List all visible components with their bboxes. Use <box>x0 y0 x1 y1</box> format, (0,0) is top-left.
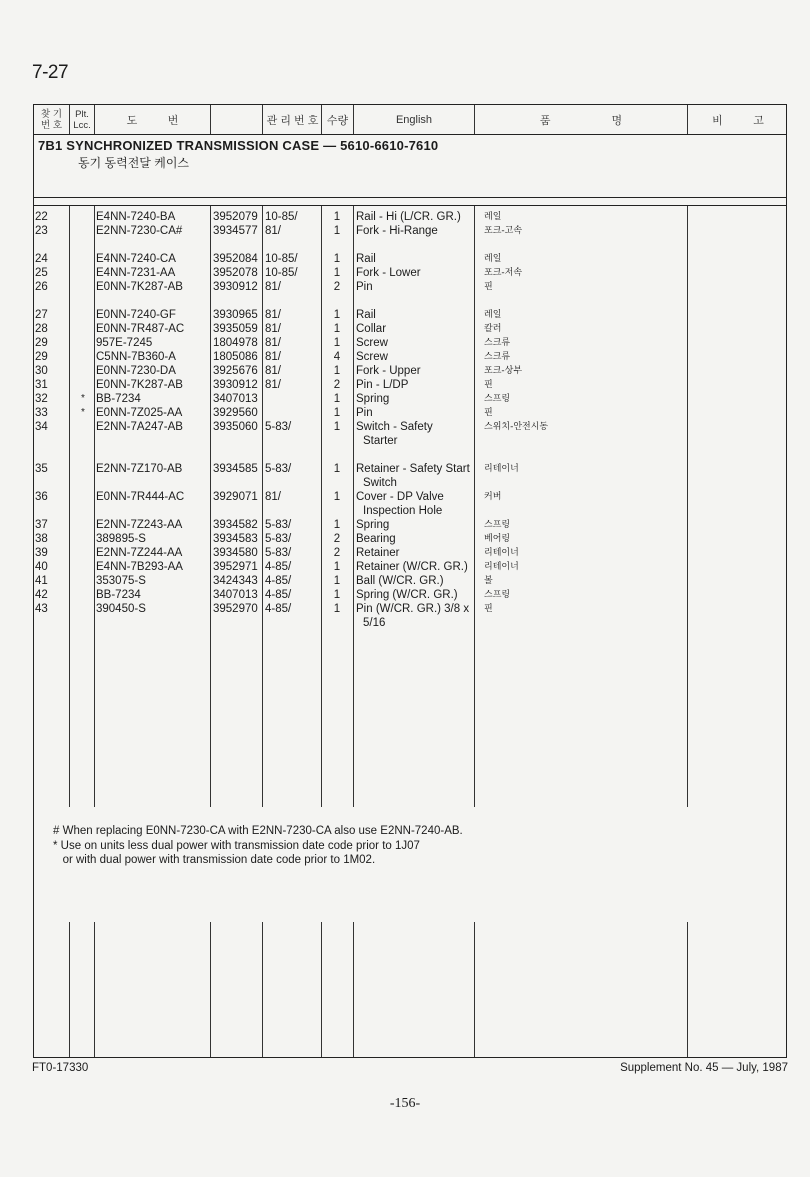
footnote: # When replacing E0NN-7230-CA with E2NN-7230-CA also use E2NN-7240-AB. <box>53 825 463 837</box>
cell-english: Fork - Lower <box>356 267 421 279</box>
page-number: -156- <box>389 1096 421 1111</box>
cell-no: 33 <box>35 407 48 419</box>
cell-date: 10-85/ <box>265 211 298 223</box>
cell-no: 31 <box>35 379 48 391</box>
cell-part: 389895-S <box>96 533 146 545</box>
cell-part: E0NN-7K287-AB <box>96 281 183 293</box>
cell-english: Switch - Safety <box>356 421 433 433</box>
cell-no: 37 <box>35 519 48 531</box>
cell-part: E2NN-7A247-AB <box>96 421 183 433</box>
cell-korean: 레일 <box>484 310 502 320</box>
cell-qty: 1 <box>333 309 341 321</box>
cell-date: 81/ <box>265 337 281 349</box>
cell-no: 29 <box>35 337 48 349</box>
cell-qty: 1 <box>333 365 341 377</box>
cell-english: Rail <box>356 309 376 321</box>
cell-korean: 스위치-안전시동 <box>484 422 549 432</box>
cell-korean: 리테이너 <box>484 562 519 572</box>
cell-part: E0NN-7R487-AC <box>96 323 185 335</box>
cell-korean: 베어링 <box>484 534 511 544</box>
cell-mgmt: 3952084 <box>213 253 258 265</box>
header-part-number: 도 번 <box>126 114 179 127</box>
cell-date: 5-83/ <box>265 533 292 545</box>
cell-part: E2NN-7Z243-AA <box>96 519 183 531</box>
cell-part: E0NN-7K287-AB <box>96 379 183 391</box>
cell-english-continued: Inspection Hole <box>363 505 443 517</box>
cell-part: E4NN-7B293-AA <box>96 561 183 573</box>
cell-part: 957E-7245 <box>96 337 153 349</box>
cell-part: E4NN-7240-CA <box>96 253 176 265</box>
section-page-number: 7-27 <box>32 62 69 83</box>
header-find-no: 찾 기 번 호 <box>41 108 62 131</box>
cell-qty: 1 <box>333 463 341 475</box>
cell-date: 4-85/ <box>265 589 292 601</box>
cell-korean: 포크-상부 <box>484 366 523 376</box>
cell-part: E2NN-7Z170-AB <box>96 463 183 475</box>
cell-no: 34 <box>35 421 48 433</box>
cell-loc: * <box>81 393 85 404</box>
cell-date: 81/ <box>265 323 281 335</box>
cell-korean: 레일 <box>484 254 502 264</box>
cell-date: 4-85/ <box>265 575 292 587</box>
cell-no: 27 <box>35 309 48 321</box>
cell-part: E0NN-7230-DA <box>96 365 176 377</box>
cell-mgmt: 3935059 <box>213 323 258 335</box>
cell-qty: 1 <box>333 253 341 265</box>
cell-qty: 2 <box>333 281 341 293</box>
parts-table <box>33 104 787 1058</box>
cell-english-continued: Starter <box>363 435 398 447</box>
cell-mgmt: 3952078 <box>213 267 258 279</box>
cell-english: Rail - Hi (L/CR. GR.) <box>356 211 461 223</box>
cell-no: 41 <box>35 575 48 587</box>
footnotes <box>53 824 463 868</box>
cell-mgmt: 3424343 <box>213 575 258 587</box>
header-english: English <box>395 113 433 126</box>
cell-date: 4-85/ <box>265 561 292 573</box>
cell-date: 81/ <box>265 351 281 363</box>
cell-english: Screw <box>356 351 388 363</box>
cell-mgmt: 3930912 <box>213 281 258 293</box>
cell-english: Pin - L/DP <box>356 379 409 391</box>
cell-mgmt: 3934585 <box>213 463 258 475</box>
cell-mgmt: 3929560 <box>213 407 258 419</box>
cell-mgmt: 3930965 <box>213 309 258 321</box>
cell-no: 22 <box>35 211 48 223</box>
cell-mgmt: 3952970 <box>213 603 258 615</box>
cell-english: Retainer (W/CR. GR.) <box>356 561 468 573</box>
cell-korean: 커버 <box>484 492 502 502</box>
cell-part: 353075-S <box>96 575 146 587</box>
cell-english: Collar <box>356 323 387 335</box>
cell-english: Fork - Hi-Range <box>356 225 438 237</box>
cell-part: C5NN-7B360-A <box>96 351 176 363</box>
cell-date: 81/ <box>265 309 281 321</box>
cell-english: Spring <box>356 519 390 531</box>
cell-mgmt: 3407013 <box>213 589 258 601</box>
cell-english: Retainer - Safety Start <box>356 463 470 475</box>
cell-english: Rail <box>356 253 376 265</box>
cell-no: 42 <box>35 589 48 601</box>
cell-qty: 2 <box>333 533 341 545</box>
cell-no: 24 <box>35 253 48 265</box>
cell-qty: 1 <box>333 519 341 531</box>
cell-qty: 1 <box>333 575 341 587</box>
cell-english: Fork - Upper <box>356 365 421 377</box>
cell-date: 5-83/ <box>265 519 292 531</box>
cell-qty: 1 <box>333 267 341 279</box>
cell-no: 26 <box>35 281 48 293</box>
cell-korean: 핀 <box>484 380 493 390</box>
cell-korean: 칼러 <box>484 324 502 334</box>
cell-no: 29 <box>35 351 48 363</box>
cell-qty: 1 <box>333 603 341 615</box>
cell-qty: 1 <box>333 589 341 601</box>
footnote: * Use on units less dual power with transmission date code prior to 1J07 <box>53 839 420 852</box>
cell-mgmt: 3952971 <box>213 561 258 573</box>
cell-english: Bearing <box>356 533 396 545</box>
cell-date: 81/ <box>265 281 281 293</box>
cell-mgmt: 3407013 <box>213 393 258 405</box>
cell-mgmt: 3934580 <box>213 547 258 559</box>
cell-date: 4-85/ <box>265 603 292 615</box>
cell-english: Spring (W/CR. GR.) <box>356 589 458 601</box>
cell-qty: 1 <box>333 393 341 405</box>
cell-part: E0NN-7240-GF <box>96 309 176 321</box>
cell-date: 81/ <box>265 491 281 503</box>
cell-part: BB-7234 <box>96 589 141 601</box>
cell-korean: 핀 <box>484 408 493 418</box>
cell-mgmt: 3930912 <box>213 379 258 391</box>
cell-qty: 1 <box>333 491 341 503</box>
cell-qty: 2 <box>333 547 341 559</box>
cell-date: 10-85/ <box>265 253 298 265</box>
cell-korean: 볼 <box>484 576 493 586</box>
header-plt-loc: Plt. Lcc. <box>73 108 91 131</box>
cell-part: E4NN-7231-AA <box>96 267 176 279</box>
cell-qty: 1 <box>333 225 341 237</box>
cell-no: 32 <box>35 393 48 405</box>
cell-no: 23 <box>35 225 48 237</box>
cell-english: Spring <box>356 393 390 405</box>
cell-mgmt: 3935060 <box>213 421 258 433</box>
cell-no: 35 <box>35 463 48 475</box>
cell-english: Retainer <box>356 547 400 559</box>
section-subtitle: 동기 동력전달 케이스 <box>78 156 189 170</box>
cell-date: 81/ <box>265 379 281 391</box>
cell-qty: 1 <box>333 211 341 223</box>
cell-korean: 스프링 <box>484 520 511 530</box>
cell-english-continued: Switch <box>363 477 397 489</box>
cell-no: 28 <box>35 323 48 335</box>
cell-qty: 1 <box>333 421 341 433</box>
section-title: 7B1 SYNCHRONIZED TRANSMISSION CASE — 5610-6610-7610 <box>38 138 439 153</box>
header-quantity: 수량 <box>326 114 349 127</box>
document-code: FT0-17330 <box>32 1062 89 1074</box>
cell-no: 30 <box>35 365 48 377</box>
cell-korean: 스크류 <box>484 352 511 362</box>
cell-english: Pin <box>356 407 373 419</box>
cell-korean: 리테이너 <box>484 548 519 558</box>
cell-part: E2NN-7Z244-AA <box>96 547 183 559</box>
cell-no: 40 <box>35 561 48 573</box>
cell-mgmt: 3925676 <box>213 365 258 377</box>
cell-part: 390450-S <box>96 603 146 615</box>
cell-qty: 2 <box>333 379 341 391</box>
cell-korean: 리테이너 <box>484 464 519 474</box>
cell-no: 39 <box>35 547 48 559</box>
footnote: or with dual power with transmission date code prior to 1M02. <box>53 854 376 866</box>
cell-korean: 스크류 <box>484 338 511 348</box>
cell-korean: 포크-고속 <box>484 226 523 236</box>
cell-part: E2NN-7230-CA# <box>96 225 183 237</box>
supplement-info: Supplement No. 45 — July, 1987 <box>620 1062 788 1074</box>
cell-korean: 레일 <box>484 212 502 222</box>
cell-date: 81/ <box>265 225 281 237</box>
cell-korean: 스프링 <box>484 394 511 404</box>
cell-mgmt: 1804978 <box>213 337 258 349</box>
cell-date: 5-83/ <box>265 463 292 475</box>
cell-english: Cover - DP Valve <box>356 491 444 503</box>
cell-no: 36 <box>35 491 48 503</box>
cell-part: E0NN-7R444-AC <box>96 491 185 503</box>
cell-qty: 1 <box>333 337 341 349</box>
cell-qty: 1 <box>333 323 341 335</box>
cell-part: E0NN-7Z025-AA <box>96 407 183 419</box>
cell-mgmt: 3934577 <box>213 225 258 237</box>
cell-date: 10-85/ <box>265 267 298 279</box>
cell-part: BB-7234 <box>96 393 141 405</box>
cell-mgmt: 3934583 <box>213 533 258 545</box>
cell-mgmt: 3952079 <box>213 211 258 223</box>
cell-loc: * <box>81 407 85 418</box>
cell-english: Ball (W/CR. GR.) <box>356 575 444 587</box>
cell-qty: 1 <box>333 561 341 573</box>
cell-no: 25 <box>35 267 48 279</box>
cell-english: Pin (W/CR. GR.) 3/8 x <box>356 603 470 615</box>
header-korean-name: 품 명 <box>539 114 623 127</box>
header-management-number: 관 리 번 호 <box>266 114 319 127</box>
header-remarks: 비 고 <box>712 114 764 127</box>
cell-mgmt: 3929071 <box>213 491 258 503</box>
cell-part: E4NN-7240-BA <box>96 211 176 223</box>
cell-no: 38 <box>35 533 48 545</box>
cell-mgmt: 3934582 <box>213 519 258 531</box>
cell-qty: 4 <box>333 351 341 363</box>
cell-korean: 핀 <box>484 604 493 614</box>
cell-date: 5-83/ <box>265 547 292 559</box>
cell-korean: 포크-저속 <box>484 268 523 278</box>
cell-english: Pin <box>356 281 373 293</box>
cell-date: 5-83/ <box>265 421 292 433</box>
cell-english: Screw <box>356 337 388 349</box>
cell-mgmt: 1805086 <box>213 351 258 363</box>
cell-no: 43 <box>35 603 48 615</box>
cell-english-continued: 5/16 <box>363 617 386 629</box>
cell-korean: 핀 <box>484 282 493 292</box>
cell-korean: 스프링 <box>484 590 511 600</box>
cell-date: 81/ <box>265 365 281 377</box>
cell-qty: 1 <box>333 407 341 419</box>
